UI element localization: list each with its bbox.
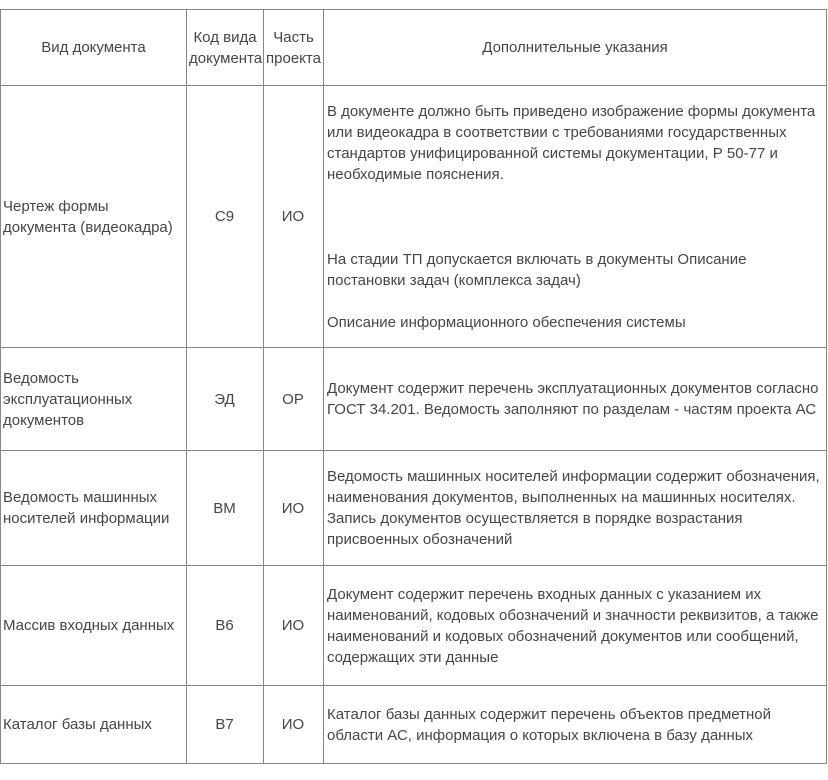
cell-code: С9: [187, 86, 264, 348]
cell-notes: [324, 451, 827, 566]
cell-part: ОР: [264, 348, 324, 451]
cell-doc-type: Массив входных данных: [1, 566, 187, 686]
cell-part: ИО: [264, 686, 324, 764]
cell-notes: [324, 686, 827, 764]
cell-part: ИО: [264, 86, 324, 348]
cell-code: В6: [187, 566, 264, 686]
cell-doc-type: Каталог базы данных: [1, 686, 187, 764]
note-paragraph: Каталог базы данных содержит перечень объектов предметной области АС, информация о которых включена в базу данных: [327, 705, 772, 744]
cell-doc-type: Ведомость машинных носителей информации: [1, 451, 187, 566]
table-row: [1, 686, 827, 764]
column-header-notes: Дополнительные указания: [324, 10, 827, 86]
note-paragraph: Описание информационного обеспечения системы: [327, 313, 686, 331]
column-header-doc-type: Вид документа: [1, 10, 187, 86]
header-row: [1, 10, 827, 86]
column-header-code: Код вида документа: [187, 10, 264, 86]
cell-notes: [324, 86, 827, 348]
note-paragraph: На стадии ТП допускается включать в документы Описание постановки задач (комплекса задач): [327, 250, 747, 289]
cell-code: В7: [187, 686, 264, 764]
cell-doc-type: Ведомость эксплуатационных документов: [1, 348, 187, 451]
cell-part: ИО: [264, 566, 324, 686]
note-paragraph: Ведомость машинных носителей информации содержит обозначения, наименования документов, выполненных на машинных носителях. Запись документов осуществляется в порядке возрастания присвоенных обозначений: [327, 468, 820, 548]
note-paragraph: Документ содержит перечень входных данных с указанием их наименований, кодовых обозначений и значности реквизитов, а также наименований и кодовых обозначений документов или сообщений, содержащих эти данные: [327, 585, 819, 666]
cell-doc-type: Чертеж формы документа (видеокадра): [1, 86, 187, 348]
table-row: [1, 348, 827, 451]
table-row: [1, 86, 827, 348]
cell-part: ИО: [264, 451, 324, 566]
cell-notes: [324, 348, 827, 451]
document-types-table: [0, 9, 827, 764]
note-paragraph: Документ содержит перечень эксплуатационных документов согласно ГОСТ 34.201. Ведомость заполняют по разделам - частям проекта АС: [327, 380, 819, 418]
table-row: [1, 451, 827, 566]
cell-code: ВМ: [187, 451, 264, 566]
cell-code: ЭД: [187, 348, 264, 451]
cell-notes: [324, 566, 827, 686]
table-row: [1, 566, 827, 686]
column-header-part: Часть проекта: [264, 10, 324, 86]
note-paragraph: В документе должно быть приведено изображение формы документа или видеокадра в соответствии с требованиями государственных стандартов унифицированной системы документации, Р 50-77 и необходимые пояснения.: [327, 102, 816, 183]
